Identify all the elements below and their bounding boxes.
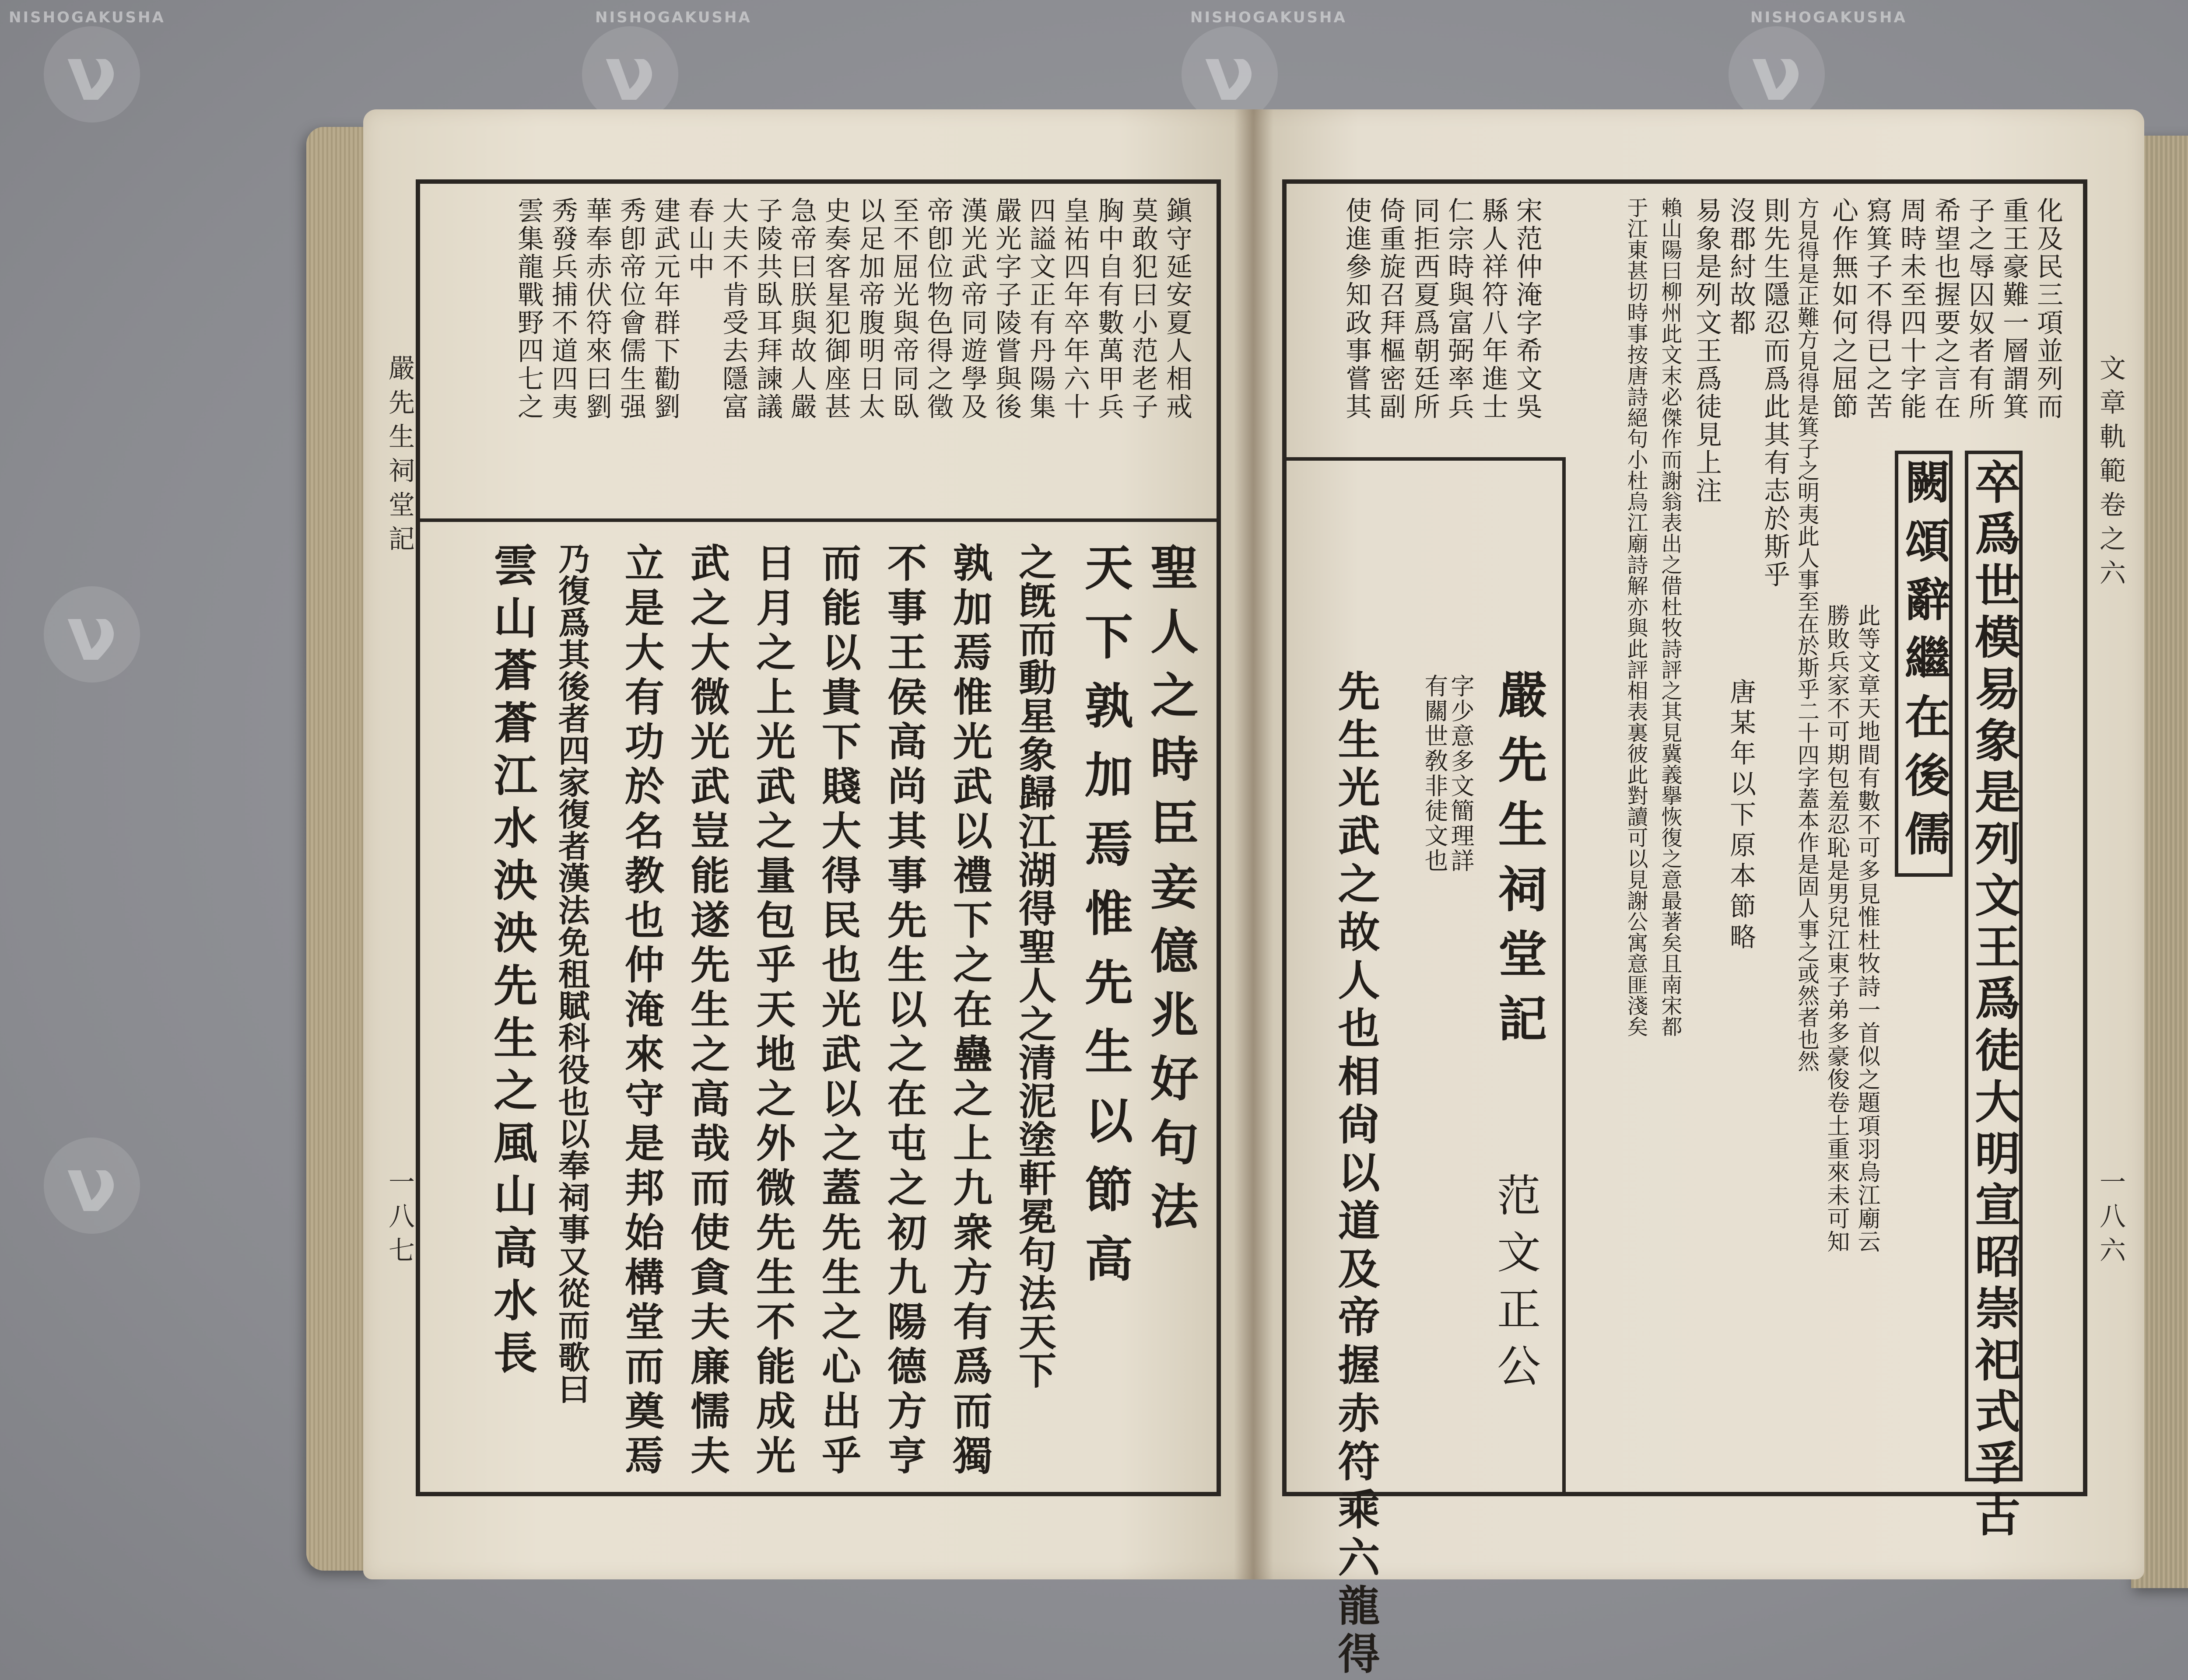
left-main-column: 天下孰加焉惟先生以節高 [1077, 542, 1133, 1303]
left-note-line: 急帝曰朕與故人嚴 [786, 197, 817, 421]
left-main-column: 孰加焉惟光武以禮下之在蠱之上九衆方有爲而獨 [946, 542, 992, 1480]
watermark-text: NISHOGAKUSHA [595, 9, 752, 26]
right-column-divider [1562, 457, 1566, 1492]
open-book [306, 109, 2188, 1680]
left-note-line: 秀卽帝位會儒生强 [616, 197, 646, 421]
right-note-line: 倚重旋召拜樞密副 [1375, 197, 1406, 421]
left-side-title: 嚴先生祠堂記 [384, 354, 415, 559]
right-main-column: 先生光武之故人也相尙以道及帝握赤符乘六龍得 [1331, 669, 1381, 1680]
left-main-column: 日月之上光武之量包乎天地之外微先生不能成光 [749, 542, 796, 1480]
right-note-line: 縣人祥符八年進士 [1478, 197, 1508, 421]
date-note: 唐某年以下原本節略 [1725, 678, 1756, 954]
left-main-column: 乃復爲其後者四家復者漢法免租賦科役也以奉祠事又從而歌曰 [553, 542, 590, 1405]
left-main-column: 立是大有功於名教也仲淹來守是邦始構堂而奠焉 [618, 542, 664, 1480]
right-note-line: 寫箕子不得已之苦 [1862, 197, 1893, 421]
box-note-line: 此等文章天地間有數不可多見惟杜牧詩一首似之題項羽烏江廟云 [1854, 604, 1880, 1253]
left-page-number: 一八七 [384, 1168, 415, 1270]
right-note-line: 沒郡紂故都 [1725, 197, 1756, 337]
left-note-line: 春山中 [684, 197, 715, 281]
right-note-line: 子之辱囚奴者有所 [1964, 197, 1995, 421]
watermark-text: NISHOGAKUSHA [9, 9, 165, 26]
right-note-line: 仁宗時與富弼率兵 [1444, 197, 1474, 421]
left-note-line: 鎭守延安夏人相戒 [1162, 197, 1192, 421]
left-main-column: 聖人之時臣妾億兆好句法 [1143, 542, 1199, 1245]
watermark-logo-icon [44, 1138, 140, 1234]
right-note-line: 重王豪難一層謂箕 [1999, 197, 2029, 421]
left-page [363, 109, 1252, 1579]
left-note-line: 四謚文正有丹陽集 [1025, 197, 1056, 421]
right-note-line: 方見得是正難方見得是箕子之明夷此人事至在於斯乎二十四字蓋本作是固人事之或然者也然 [1794, 197, 1820, 1072]
left-note-line: 至不屈光與帝同臥 [889, 197, 919, 421]
watermark-logo-icon [44, 26, 140, 122]
right-note-line: 賴山陽曰柳州此文末必傑作而謝翁表出之借杜牧詩評之其見冀義擧恢復之意最著矣且南宋都 [1658, 197, 1682, 1037]
right-note-line: 宋范仲淹字希文吳 [1512, 197, 1543, 421]
box-note-line: 勝敗兵家不可期包羞忍恥是男兒江東子弟多豪俊卷土重來未可知 [1823, 604, 1849, 1253]
left-note-line: 子陵共臥耳拜諫議 [752, 197, 783, 421]
title-note-line: 字少意多文簡理詳 [1447, 674, 1475, 873]
right-note-line: 心作無如何之屈節 [1828, 197, 1858, 421]
watermark-text: NISHOGAKUSHA [1190, 9, 1347, 26]
right-note-line: 使進參知政事嘗其 [1341, 197, 1372, 421]
right-note-line: 則先生隱忍而爲此其有志於斯乎 [1760, 197, 1790, 589]
author-name: 范文正公 [1490, 1172, 1541, 1400]
watermark-logo-icon [44, 586, 140, 682]
left-note-line: 華奉赤伏符來曰劉 [582, 197, 612, 421]
watermark-logo-icon [582, 26, 678, 122]
left-note-divider [416, 518, 1221, 522]
title-note-line: 有關世敎非徒文也 [1421, 674, 1448, 873]
left-note-line: 皇祐四年卒年六十 [1059, 197, 1090, 421]
left-main-column: 而能以貴下賤大得民也光武以之蓋先生之心出乎 [815, 542, 861, 1480]
left-note-line: 漢光武帝同遊學及 [957, 197, 988, 421]
left-note-line: 帝卽位物色得之徵 [923, 197, 954, 421]
right-note-line: 化及民三項並列而 [2033, 197, 2063, 421]
right-page [1252, 109, 2144, 1680]
watermark-logo-icon [1729, 26, 1825, 122]
left-note-line: 大夫不肯受去隱富 [718, 197, 749, 421]
left-note-line: 秀發兵捕不道四夷 [547, 197, 578, 421]
right-side-title: 文章軌範卷之六 [2095, 354, 2126, 593]
watermark-text: NISHOGAKUSHA [1750, 9, 1907, 26]
left-main-column: 之旣而動星象歸江湖得聖人之清泥塗軒冕句法天下 [1012, 542, 1056, 1390]
book-gutter [1234, 109, 1273, 1579]
left-main-column: 不事王侯高尚其事先生以之在屯之初九陽德方亨 [880, 542, 927, 1480]
right-page-number: 一八六 [2095, 1168, 2126, 1270]
left-main-column: 武之大微光武豈能遂先生之高哉而使貪夫廉懦夫 [684, 542, 730, 1480]
left-note-line: 史奏客星犯御座甚 [820, 197, 851, 421]
left-note-line: 莫敢犯曰小范老子 [1128, 197, 1158, 421]
right-note-line: 易象是列文王爲徒見上注 [1691, 197, 1722, 505]
watermark-logo-icon [1182, 26, 1278, 122]
left-note-line: 嚴光字子陵嘗與後 [991, 197, 1022, 421]
left-note-line: 建武元年群下勸劉 [650, 197, 680, 421]
right-note-line: 希望也握要之言在 [1930, 197, 1961, 421]
left-main-column: 雲山蒼蒼江水泱泱先生之風山高水長 [486, 542, 538, 1382]
left-note-line: 雲集龍戰野四七之 [513, 197, 544, 421]
right-note-line: 周時未至四十字能 [1896, 197, 1927, 421]
essay-title: 嚴先生祠堂記 [1490, 669, 1547, 1058]
boxed-line: 卒爲世模易象是列文王爲徒大明宣昭崇祀式孚古 [1965, 451, 2023, 1481]
right-note-line: 同拒西夏爲朝廷所 [1410, 197, 1440, 421]
boxed-line: 闕頌辭繼在後儒 [1895, 451, 1953, 877]
right-note-divider [1282, 457, 1562, 461]
right-note-line: 于江東甚切時事按唐詩絕句小杜烏江廟詩解亦與此評相表裏彼此對讀可以見謝公寓意匪淺矣 [1623, 197, 1648, 1037]
left-note-line: 以足加帝腹明日太 [855, 197, 885, 421]
left-note-line: 胸中自有數萬甲兵 [1094, 197, 1124, 421]
